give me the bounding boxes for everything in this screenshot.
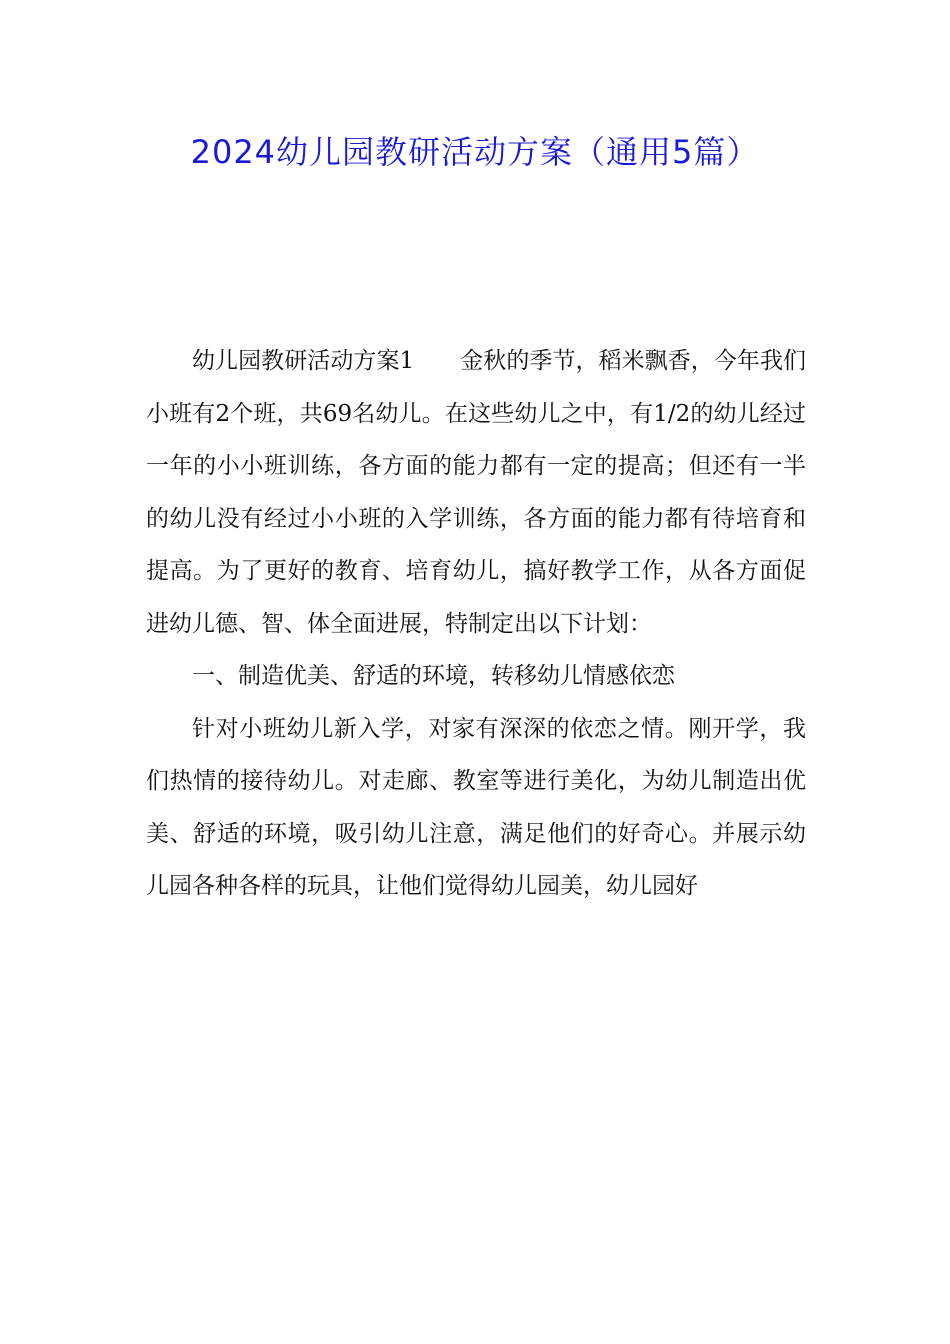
section-heading: 幼儿园教研活动方案1 xyxy=(192,348,415,374)
paragraph-2: 一、制造优美、舒适的环境，转移幼儿情感依恋 xyxy=(192,663,675,689)
document-title: 2024幼儿园教研活动方案（通用5篇） xyxy=(190,133,760,171)
paragraph-1 xyxy=(146,335,806,650)
document-body xyxy=(146,335,806,913)
paragraph-3: 针对小班幼儿新入学，对家有深深的依恋之情。刚开学，我们热情的接待幼儿。对走廊、教室等进行美化，为幼儿制造出优美、舒适的环境，吸引幼儿注意，满足他们的好奇心。并展示幼儿园各种各样的玩具，让他们觉得幼儿园美，幼儿园好 xyxy=(146,715,806,899)
paragraph-text: 金秋的季节，稻米飘香，今年我们小班有2个班，共69名幼儿。在这些幼儿之中，有1/2的幼儿经过一年的小小班训练，各方面的能力都有一定的提高；但还有一半的幼儿没有经过小小班的入学训练，各方面的能力都有待培育和提高。为了更好的教育、培育幼儿，搞好教学工作，从各方面促进幼儿德、智、体全面进展，特制定出以下计划： xyxy=(146,348,807,637)
